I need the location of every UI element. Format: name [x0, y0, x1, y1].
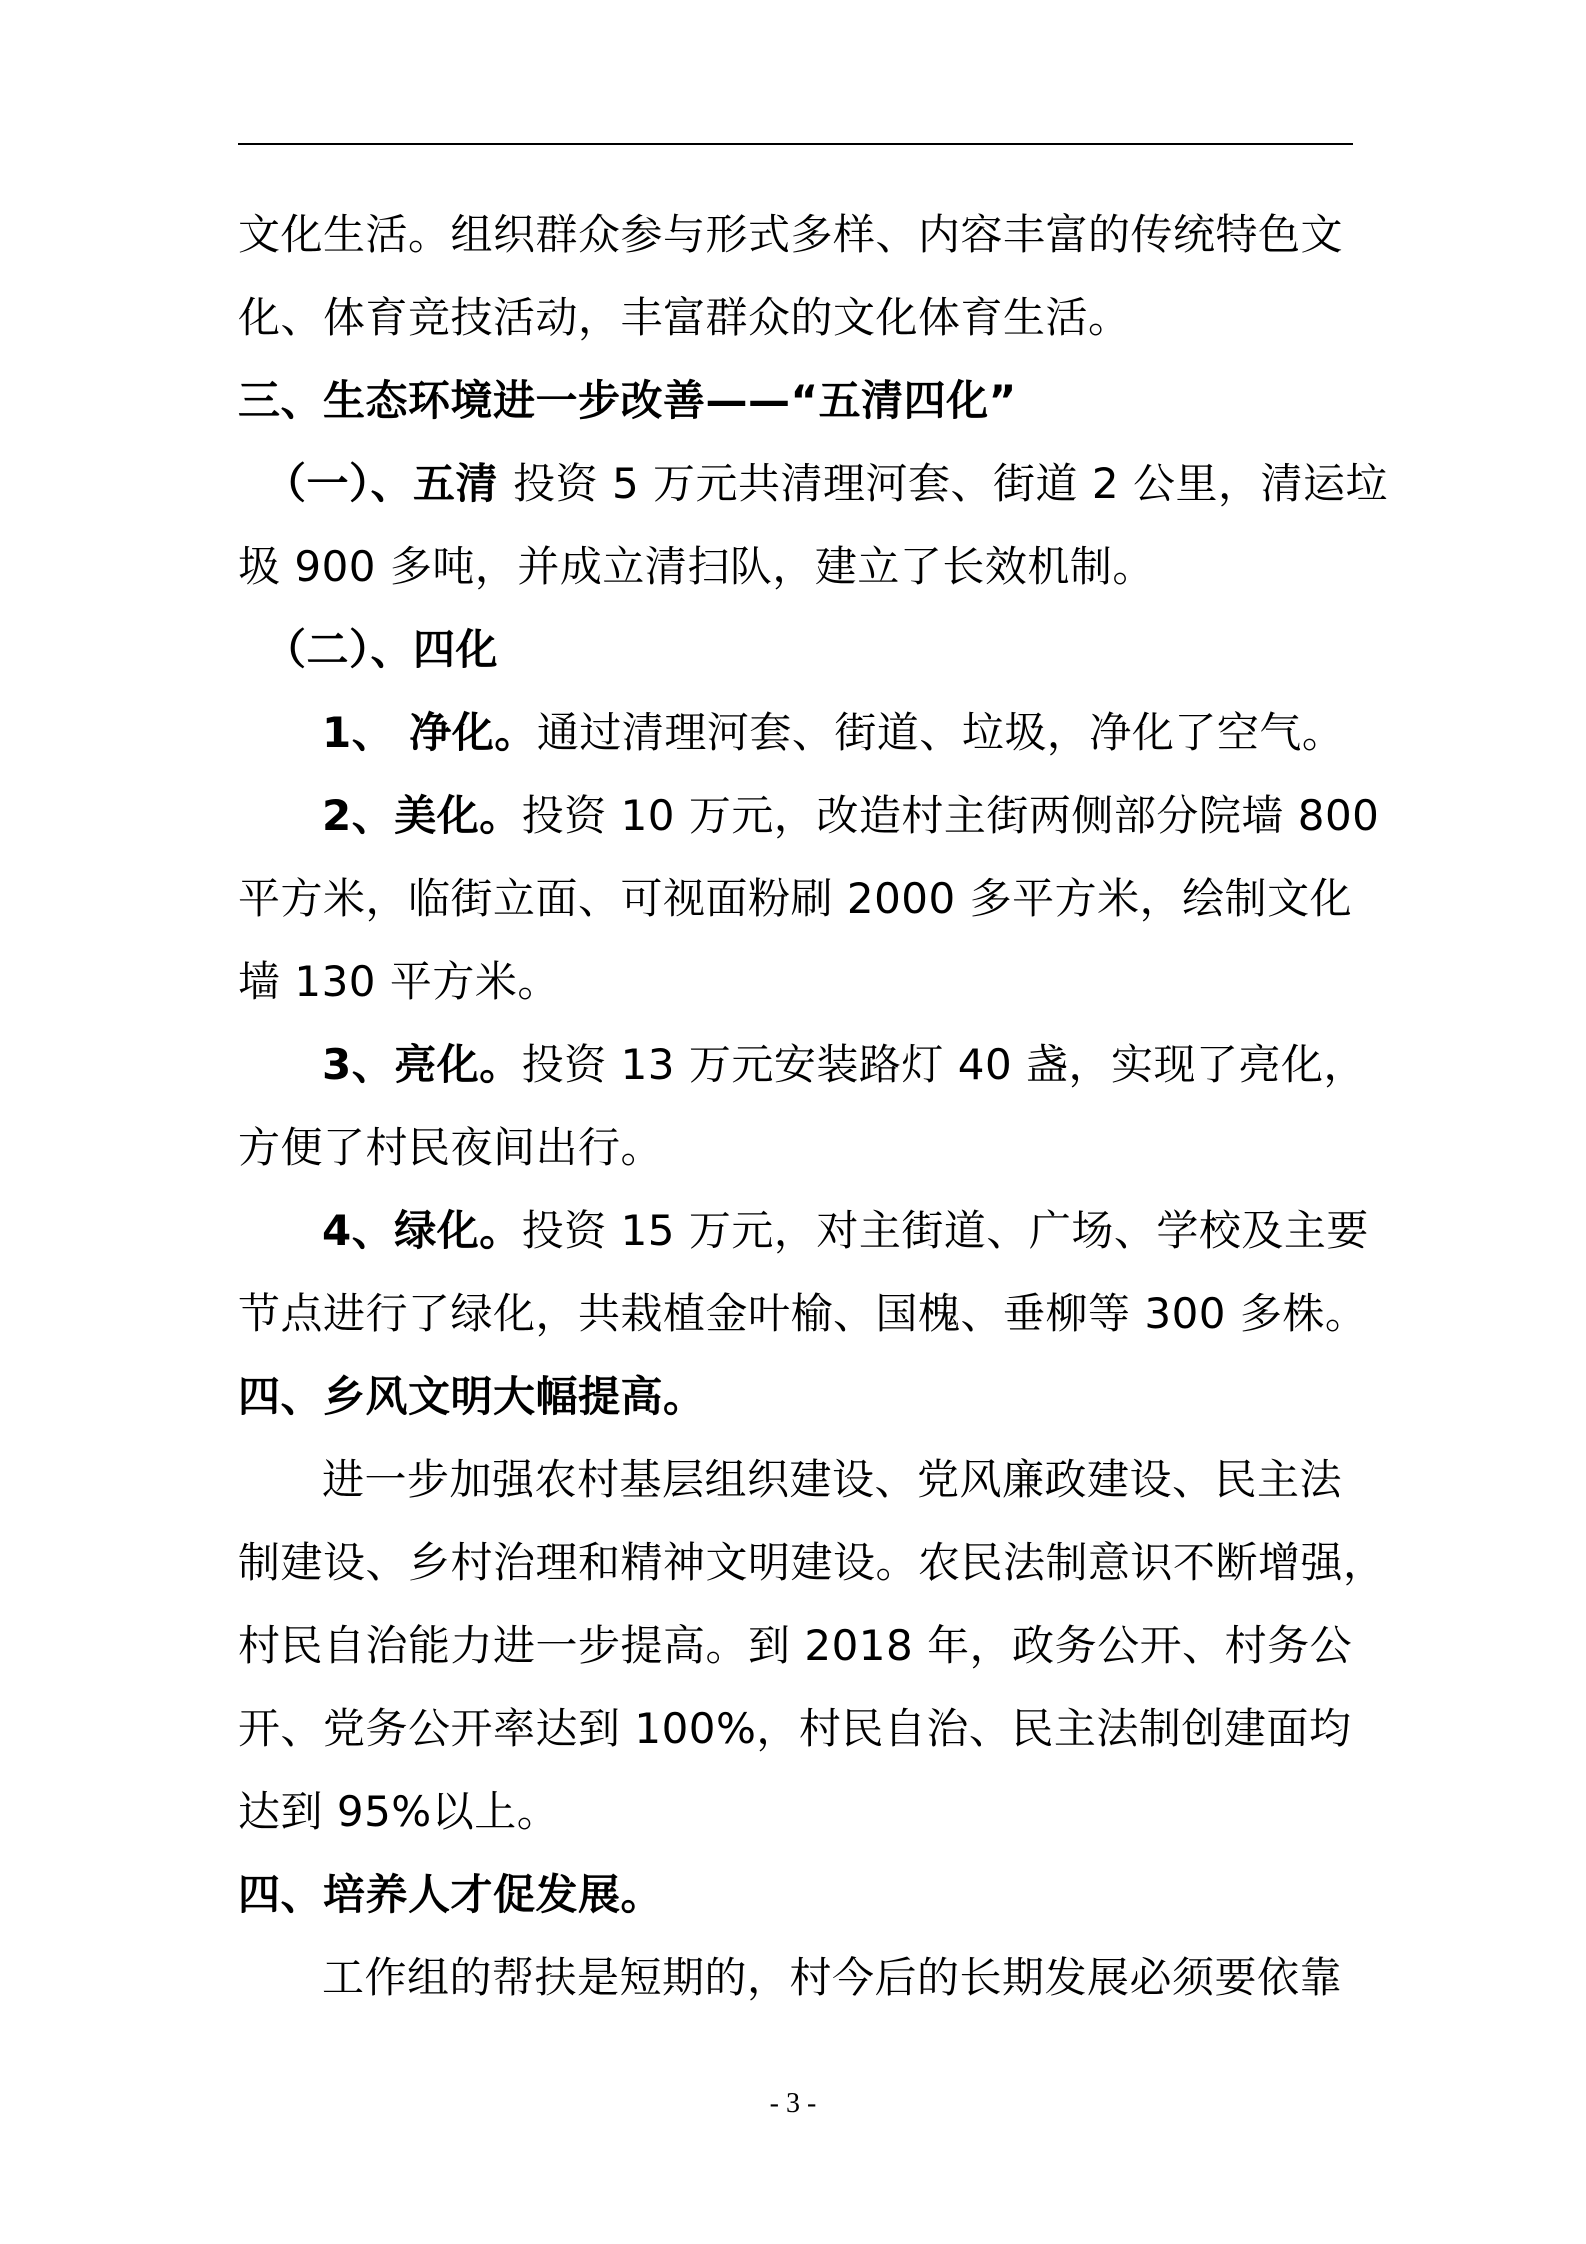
text-run: 化、体育竞技活动，丰富群众的文化体育生活。 — [238, 293, 1131, 342]
list-item — [238, 1189, 1369, 1272]
item-label: 2、美化。 — [322, 791, 522, 840]
body-line — [238, 276, 1353, 359]
text-run: 圾 900 多吨，并成立清扫队，建立了长效机制。 — [238, 542, 1155, 591]
subsection-line — [238, 442, 1388, 525]
text-run: 投资 15 万元，对主街道、广场、学校及主要 — [521, 1206, 1369, 1255]
subsection-label: （二）、四化 — [264, 625, 499, 674]
body-line — [238, 193, 1353, 276]
text-run: 开、党务公开率达到 100%，村民自治、民主法制创建面均 — [238, 1704, 1352, 1753]
subsection-label: （一）、五清 — [264, 459, 514, 508]
body-line — [238, 525, 1353, 608]
document-body — [238, 193, 1388, 2019]
text-run: 制建设、乡村治理和精神文明建设。农民法制意识不断增强， — [238, 1538, 1386, 1587]
heading-text: 三、生态环境进一步改善——“五清四化” — [238, 376, 1017, 425]
paragraph-first-line — [238, 1438, 1353, 1521]
body-line — [238, 1106, 1353, 1189]
section-heading — [238, 1853, 1353, 1936]
paragraph-first-line — [238, 1936, 1353, 2019]
body-line — [238, 1687, 1353, 1770]
list-item — [238, 1023, 1367, 1106]
page-number: - 3 - — [769, 2088, 817, 2119]
list-item — [238, 691, 1353, 774]
body-line — [238, 1272, 1368, 1355]
heading-text: 四、培养人才促发展。 — [238, 1870, 664, 1919]
body-line — [238, 1521, 1386, 1604]
text-run: 投资 13 万元安装路灯 40 盏，实现了亮化， — [521, 1040, 1367, 1089]
text-run: 文化生活。组织群众参与形式多样、内容丰富的传统特色文 — [238, 210, 1344, 259]
text-run: 墙 130 平方米。 — [238, 957, 560, 1006]
heading-text: 四、乡风文明大幅提高。 — [238, 1372, 706, 1421]
section-heading — [238, 1355, 1353, 1438]
item-label: 4、绿化。 — [322, 1206, 522, 1255]
list-item — [238, 774, 1380, 857]
body-line — [238, 1770, 1353, 1853]
text-run: 工作组的帮扶是短期的，村今后的长期发展必须要依靠 — [322, 1953, 1343, 2002]
body-line — [238, 1604, 1353, 1687]
text-run: 投资 10 万元，改造村主街两侧部分院墙 800 — [521, 791, 1380, 840]
text-run: 方便了村民夜间出行。 — [238, 1123, 664, 1172]
subsection-heading — [238, 608, 1353, 691]
header-rule — [238, 143, 1353, 145]
text-run: 达到 95%以上。 — [238, 1787, 560, 1836]
text-run: 投资 5 万元共清理河套、街道 2 公里，清运垃 — [513, 459, 1388, 508]
body-line — [238, 940, 1353, 1023]
text-run: 平方米，临街立面、可视面粉刷 2000 多平方米，绘制文化 — [238, 874, 1353, 923]
text-run: 通过清理河套、街道、垃圾，净化了空气。 — [536, 708, 1345, 757]
body-line — [238, 857, 1353, 940]
item-label: 1、 净化。 — [322, 708, 537, 757]
section-heading — [238, 359, 1353, 442]
item-label: 3、亮化。 — [322, 1040, 522, 1089]
text-run: 进一步加强农村基层组织建设、党风廉政建设、民主法 — [322, 1455, 1343, 1504]
text-run: 村民自治能力进一步提高。到 2018 年，政务公开、村务公 — [238, 1621, 1353, 1670]
text-run: 节点进行了绿化，共栽植金叶榆、国槐、垂柳等 300 多株。 — [238, 1289, 1368, 1338]
